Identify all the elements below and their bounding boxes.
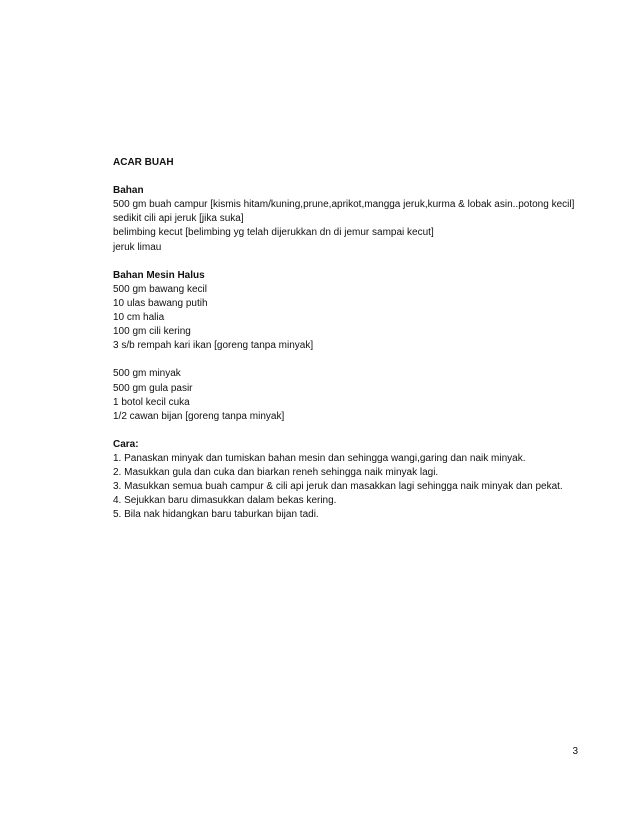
additional-ingredient-line: 500 gm minyak xyxy=(113,368,181,380)
section-heading-bahan: Bahan xyxy=(113,185,144,197)
ground-ingredient-line: 100 gm cili kering xyxy=(113,326,191,338)
spacer xyxy=(113,424,583,438)
ground-ingredient-line: 10 cm halia xyxy=(113,312,165,324)
ingredient-line: 500 gm buah campur [kismis hitam/kuning,prune,aprikot,mangga jeruk,kurma & lobak asin..potong kecil] xyxy=(113,199,575,211)
recipe-content xyxy=(113,156,583,522)
spacer xyxy=(113,353,583,367)
ground-ingredient-line: 500 gm bawang kecil xyxy=(113,283,207,295)
method-step: 4. Sejukkan baru dimasukkan dalam bekas kering. xyxy=(113,495,337,507)
additional-ingredient-line: 500 gm gula pasir xyxy=(113,382,193,394)
additional-ingredient-line: 1/2 cawan bijan [goreng tanpa minyak] xyxy=(113,410,285,422)
method-step: 3. Masukkan semua buah campur & cili api jeruk dan masakkan lagi sehingga naik minyak dan pekat. xyxy=(113,481,563,493)
section-heading-cara: Cara: xyxy=(113,438,139,450)
section-heading-bahan-mesin-halus: Bahan Mesin Halus xyxy=(113,269,205,281)
additional-ingredient-line: 1 botol kecil cuka xyxy=(113,396,190,408)
ingredient-line: belimbing kecut [belimbing yg telah dijerukkan dn di jemur sampai kecut] xyxy=(113,227,434,239)
method-step: 5. Bila nak hidangkan baru taburkan bijan tadi. xyxy=(113,509,319,521)
page-number: 3 xyxy=(572,746,578,757)
ground-ingredient-line: 3 s/b rempah kari ikan [goreng tanpa minyak] xyxy=(113,340,314,352)
spacer xyxy=(113,255,583,269)
recipe-title: ACAR BUAH xyxy=(113,157,174,168)
spacer xyxy=(113,170,583,184)
method-step: 1. Panaskan minyak dan tumiskan bahan mesin dan sehingga wangi,garing dan naik minyak. xyxy=(113,452,526,464)
ingredient-line: jeruk limau xyxy=(113,241,162,253)
method-step: 2. Masukkan gula dan cuka dan biarkan reneh sehingga naik minyak lagi. xyxy=(113,467,439,479)
ingredient-line: sedikit cili api jeruk [jika suka] xyxy=(113,213,244,225)
ground-ingredient-line: 10 ulas bawang putih xyxy=(113,297,208,309)
